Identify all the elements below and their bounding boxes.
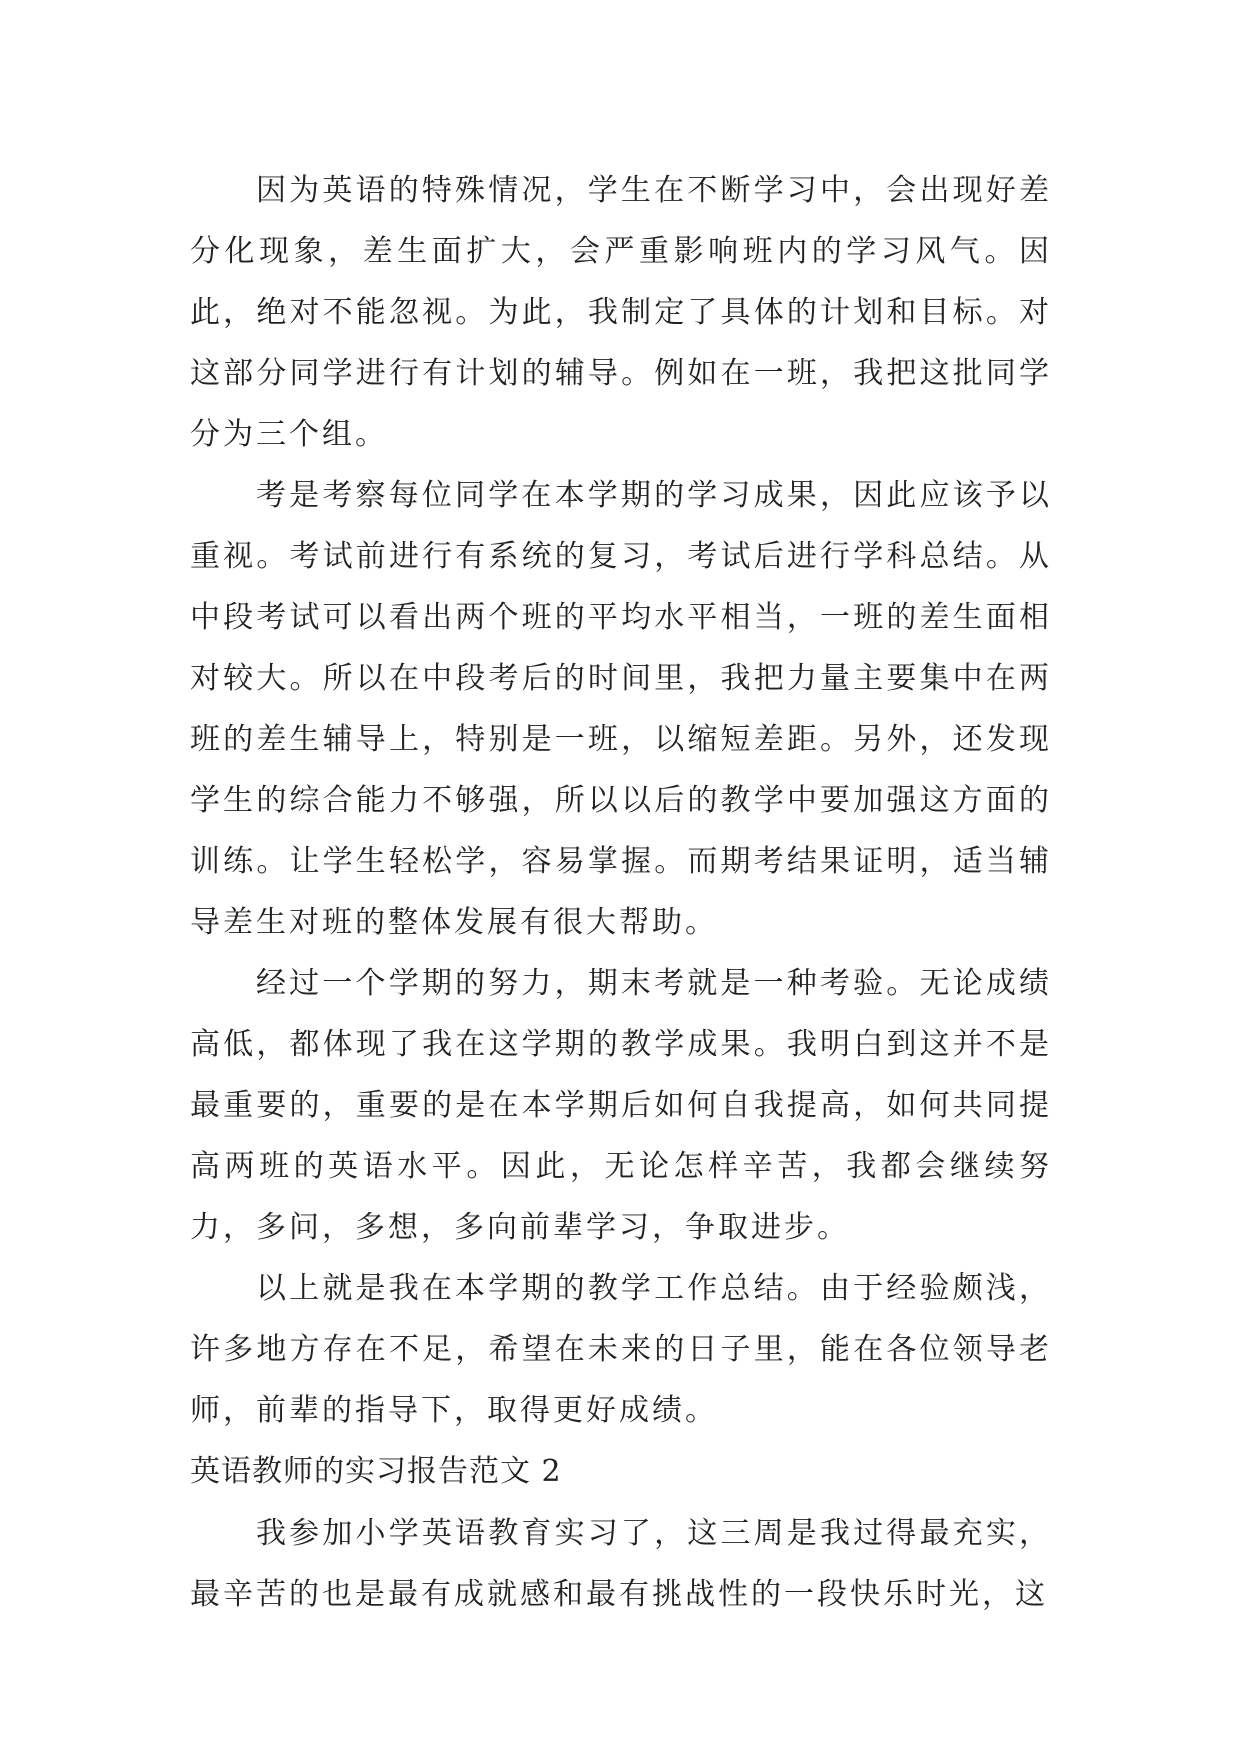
- paragraph-summary-closing: 以上就是我在本学期的教学工作总结。由于经验颇浅，许多地方存在不足，希望在未来的日子里，能在各位领导老师，前辈的指导下，取得更好成绩。: [190, 1271, 1052, 1428]
- paragraph-exam-review: 考是考察每位同学在本学期的学习成果，因此应该予以重视。考试前进行有系统的复习，考试后进行学科总结。从中段考试可以看出两个班的平均水平相当，一班的差生面相对较大。所以在中段考后的时间里，我把力量主要集中在两班的差生辅导上，特别是一班，以缩短差距。另外，还发现学生的综合能力不够强，所以以后的教学中要加强这方面的训练。让学生轻松学，容易掌握。而期考结果证明，适当辅导差生对班的整体发展有很大帮助。: [190, 478, 1052, 940]
- paragraph-semester-effort: 经过一个学期的努力，期末考就是一种考验。无论成绩高低，都体现了我在这学期的教学成果。我明白到这并不是最重要的，重要的是在本学期后如何自我提高，如何共同提高两班的英语水平。因此，无论怎样辛苦，我都会继续努力，多问，多想，多向前辈学习，争取进步。: [190, 966, 1052, 1245]
- document-body: [190, 160, 1052, 1625]
- paragraph-internship-intro: 我参加小学英语教育实习了，这三周是我过得最充实，最辛苦的也是最有成就感和最有挑战性的一段快乐时光，这: [190, 1516, 1052, 1612]
- section-heading: 英语教师的实习报告范文 2: [190, 1454, 562, 1489]
- paragraph-remedial-groups: 因为英语的特殊情况，学生在不断学习中，会出现好差分化现象，差生面扩大，会严重影响班内的学习风气。因此，绝对不能忽视。为此，我制定了具体的计划和目标。对这部分同学进行有计划的辅导。例如在一班，我把这批同学分为三个组。: [190, 173, 1052, 452]
